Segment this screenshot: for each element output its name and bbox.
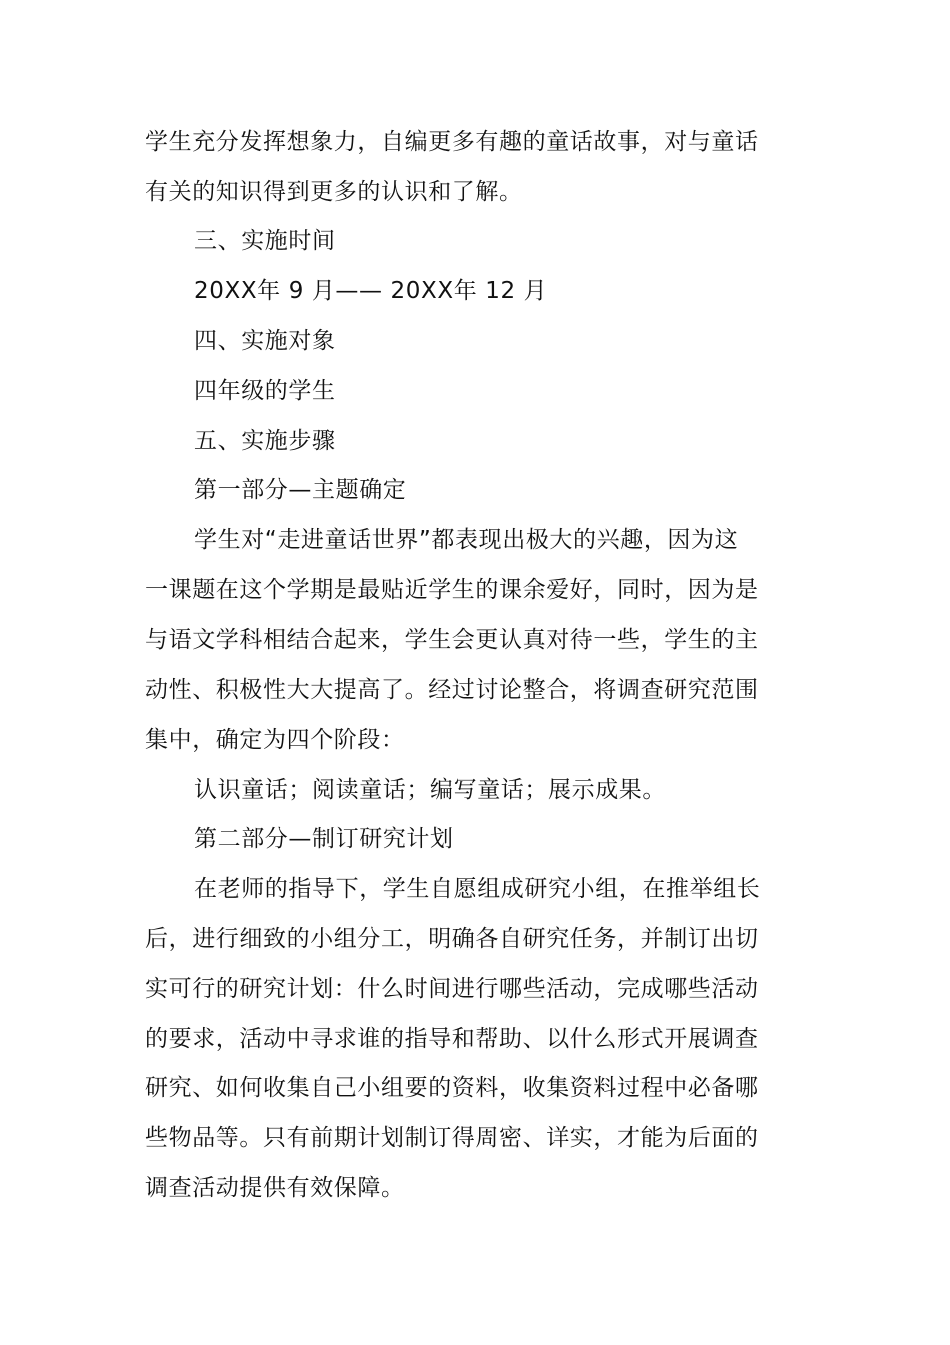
paragraph-line: 学生充分发挥想象力，自编更多有趣的童话故事，对与童话 [145,129,759,155]
paragraph-line: 与语文学科相结合起来，学生会更认真对待一些，学生的主 [145,627,759,653]
paragraph-line: 的要求，活动中寻求谁的指导和帮助、以什么形式开展调查 [145,1026,759,1052]
section-heading: 三、实施时间 [194,228,336,254]
paragraph-line: 有关的知识得到更多的认识和了解。 [145,179,523,205]
paragraph-line: 在老师的指导下，学生自愿组成研究小组，在推举组长 [194,876,761,902]
paragraph-line: 集中，确定为四个阶段： [145,727,405,753]
section-heading: 四、实施对象 [194,328,336,354]
subsection-heading: 第一部分—主题确定 [194,477,407,503]
paragraph-line: 一课题在这个学期是最贴近学生的课余爱好，同时，因为是 [145,577,759,603]
paragraph-line: 动性、积极性大大提高了。经过讨论整合，将调查研究范围 [145,677,759,703]
section-heading: 五、实施步骤 [194,428,336,454]
paragraph-line: 认识童话；阅读童话；编写童话；展示成果。 [194,777,666,803]
subsection-heading: 第二部分—制订研究计划 [194,826,454,852]
paragraph-line: 调查活动提供有效保障。 [145,1175,405,1201]
paragraph-line: 20XX年 9 月—— 20XX年 12 月 [194,278,548,304]
paragraph-line: 研究、如何收集自己小组要的资料，收集资料过程中必备哪 [145,1075,759,1101]
paragraph-line: 学生对“走进童话世界”都表现出极大的兴趣，因为这 [194,527,739,553]
paragraph-line: 实可行的研究计划：什么时间进行哪些活动，完成哪些活动 [145,976,759,1002]
paragraph-line: 后，进行细致的小组分工，明确各自研究任务，并制订出切 [145,926,759,952]
paragraph-line: 些物品等。只有前期计划制订得周密、详实，才能为后面的 [145,1125,759,1151]
paragraph-line: 四年级的学生 [194,378,336,404]
